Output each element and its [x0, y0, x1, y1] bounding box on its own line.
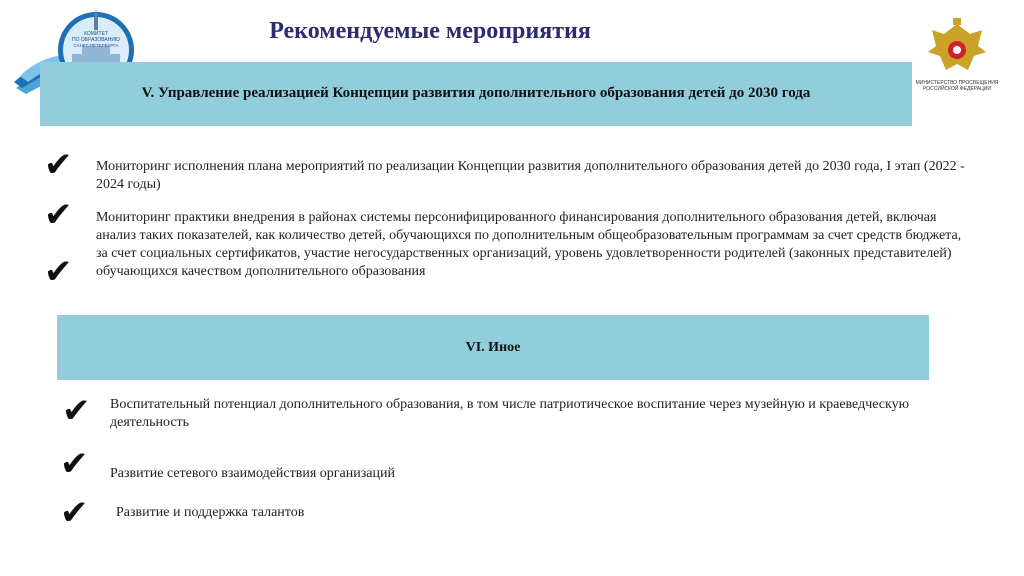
check-icon: ✔ [44, 195, 73, 235]
check-icon: ✔ [44, 145, 73, 185]
check-icon: ✔ [60, 444, 89, 484]
list-item: Мониторинг практики внедрения в районах системы персонифицированного финансирования дополнительного образования детей, включая анализ таких показателей, как количество детей, обучающихся по дополнительным общеобразовательным программам за счет средств бюджета, за счет социальных сертификатов, участие негосударственных организаций, уровень удовлетворенности родителей (законных представителей) обучающихся качеством дополнительного образования [96, 210, 962, 279]
section1-heading: V. Управление реализацией Концепции развития дополнительного образования детей до 2030 года [141, 85, 811, 101]
ministry-logo-text: МИНИСТЕРСТВО ПРОСВЕЩЕНИЯ РОССИЙСКОЙ ФЕДЕРАЦИИ [915, 80, 999, 92]
list-item: Мониторинг исполнения плана мероприятий по реализации Концепции развития дополнительного образования детей до 2030 года, I этап (2022 - 2024 годы) [96, 159, 965, 192]
svg-text:КОМИТЕТ: КОМИТЕТ [84, 31, 108, 37]
list-item: Развитие сетевого взаимодействия организаций [110, 466, 395, 481]
check-icon: ✔ [44, 252, 73, 292]
list-item: Воспитательный потенциал дополнительного образования, в том числе патриотическое воспитание через музейную и краеведческую деятельность [110, 397, 910, 430]
section2-heading: VI. Иное [465, 340, 521, 355]
russian-coat-of-arms-icon [914, 12, 1000, 82]
list-item: Развитие и поддержка талантов [116, 505, 305, 520]
ministry-logo [914, 12, 1000, 130]
check-icon: ✔ [60, 493, 89, 533]
svg-text:САНКТ-ПЕТЕРБУРГА: САНКТ-ПЕТЕРБУРГА [73, 43, 119, 48]
svg-text:ПО ОБРАЗОВАНИЮ: ПО ОБРАЗОВАНИЮ [72, 37, 120, 43]
check-icon: ✔ [62, 391, 91, 431]
page-title: Рекомендуемые мероприятия [269, 18, 591, 44]
